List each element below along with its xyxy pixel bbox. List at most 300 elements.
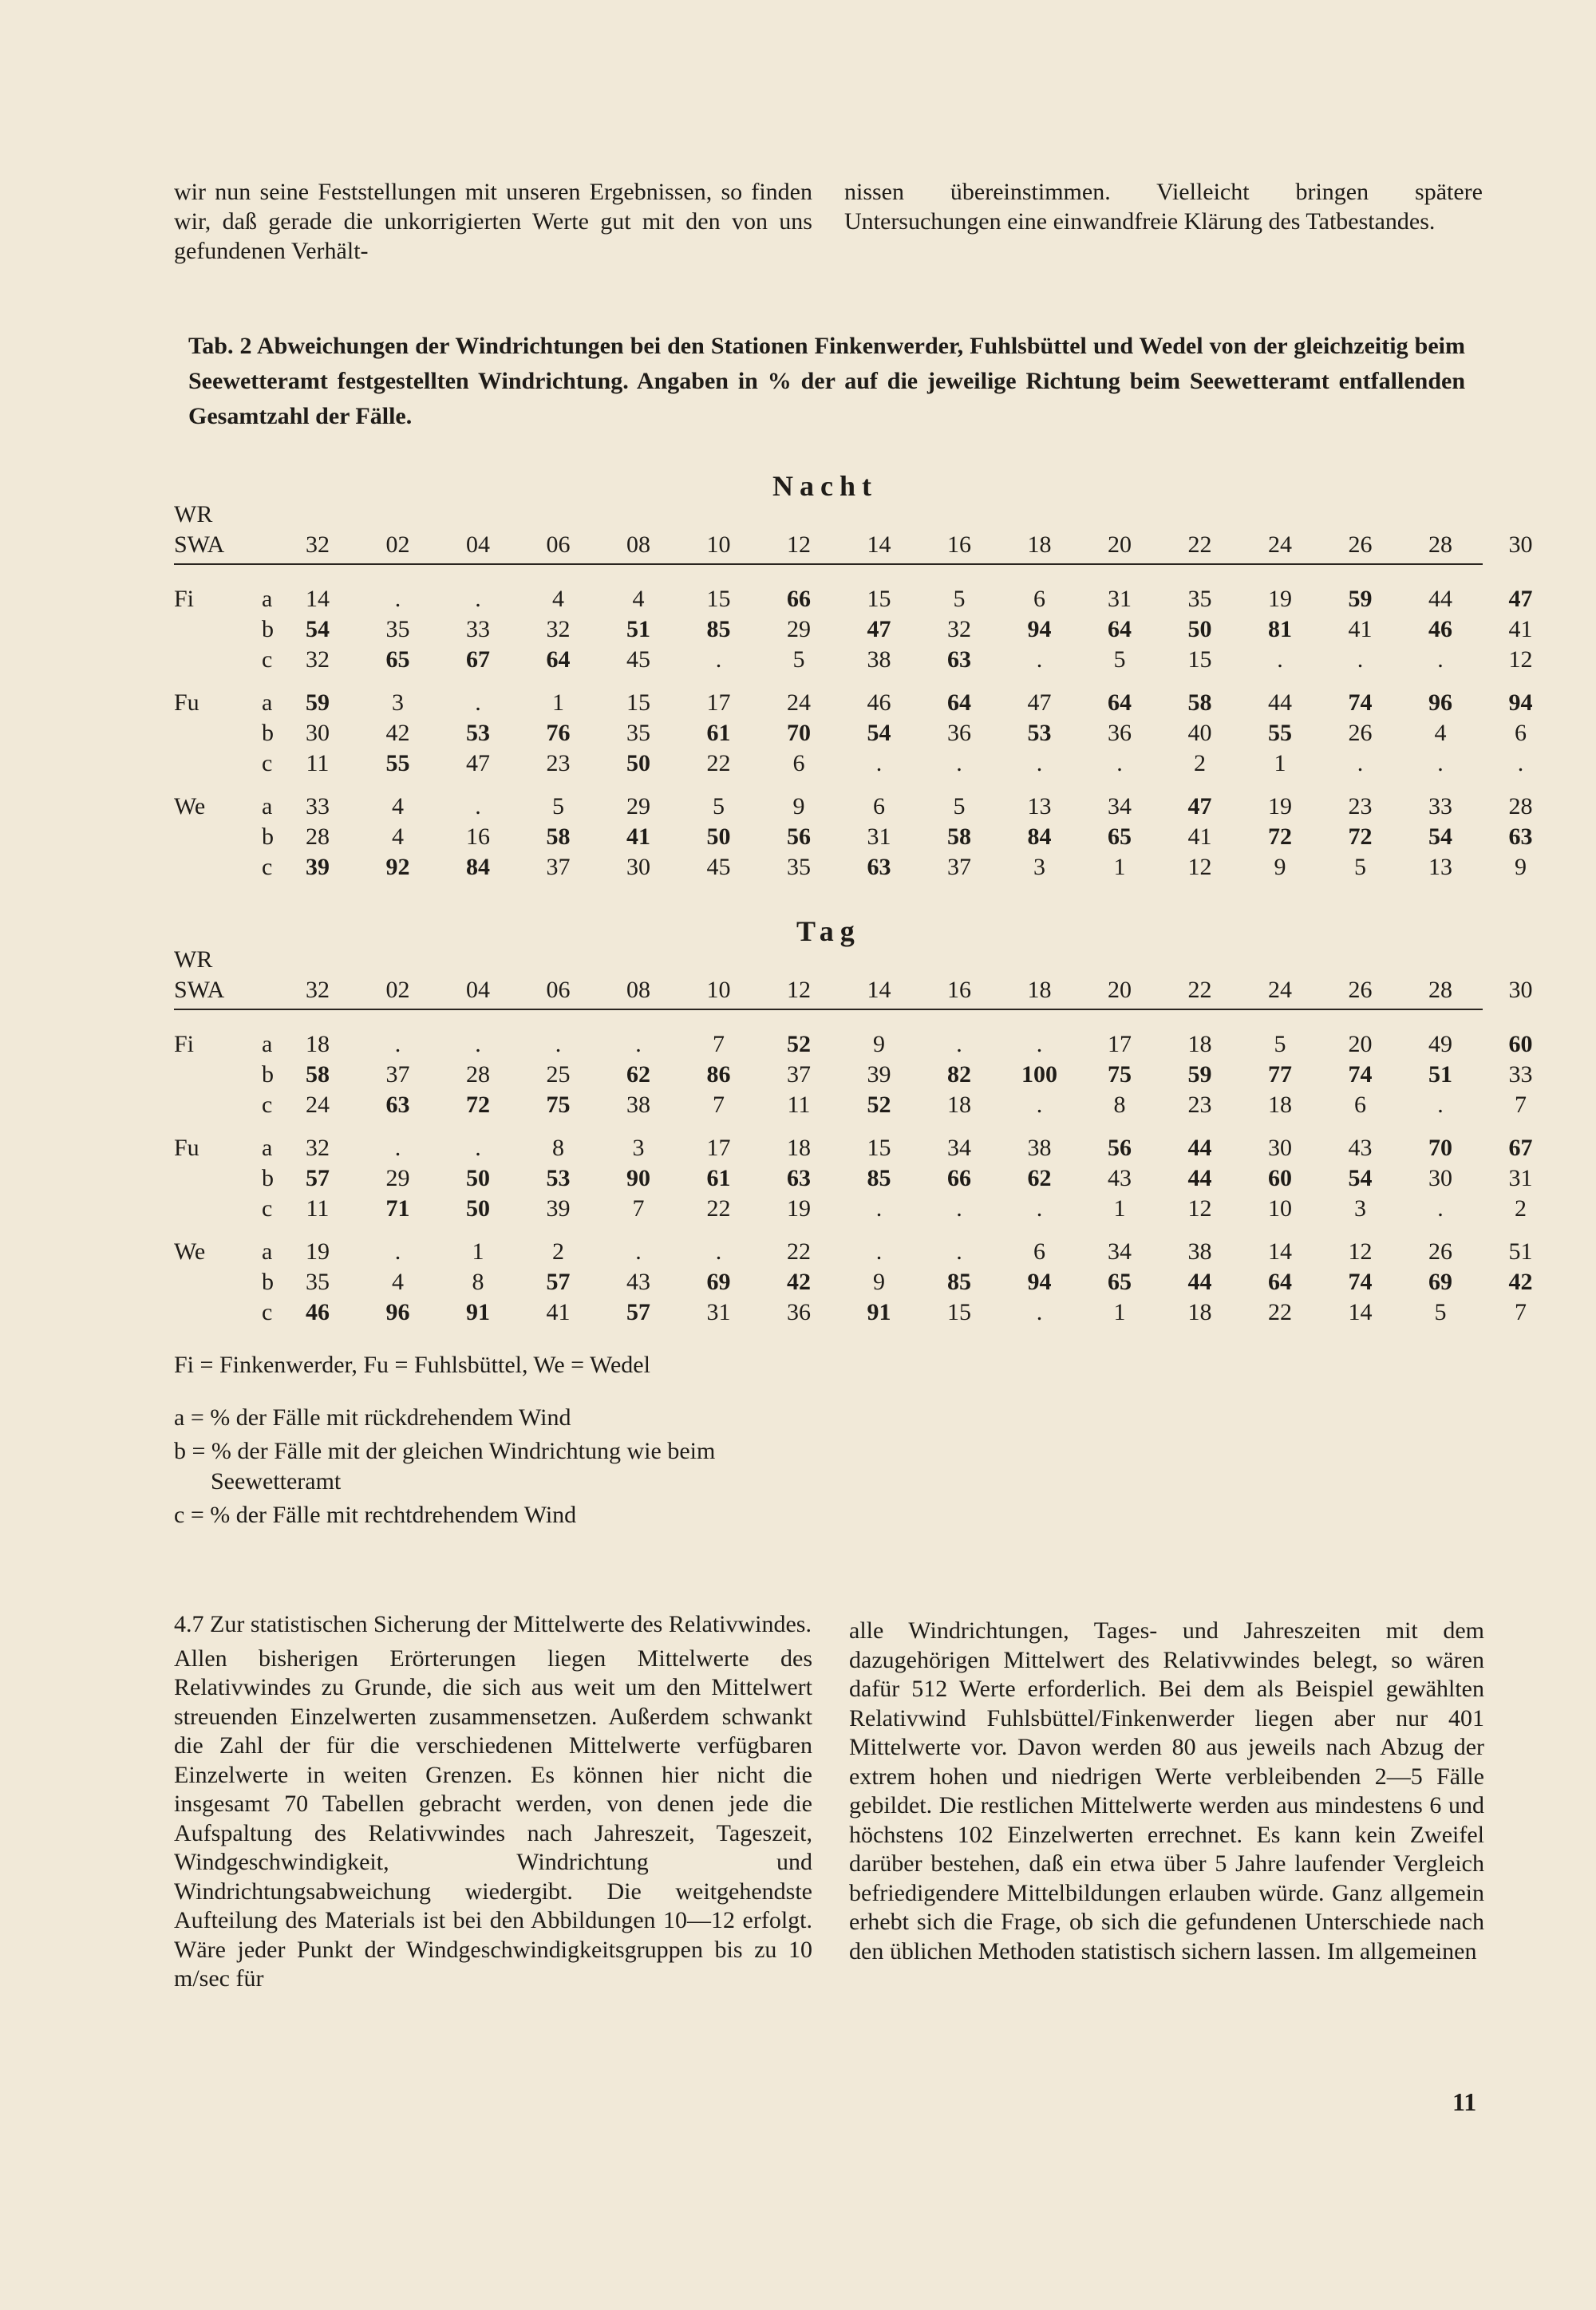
table-cell: 3: [1033, 854, 1045, 880]
header-dir-cell: 10: [706, 531, 731, 558]
header-dir-cell: 22: [1187, 531, 1212, 558]
table-cell: 29: [385, 1165, 410, 1191]
header-dir-cell: 14: [867, 977, 891, 1003]
legend-b: b = % der Fälle mit der gleichen Windrichtung wie beim Seewetteramt: [174, 1438, 716, 1495]
table-cell: 3: [632, 1135, 645, 1161]
row-type-label: a: [262, 1031, 273, 1057]
table-cell: 37: [787, 1061, 811, 1088]
table-cell: 72: [1348, 823, 1373, 850]
table-cell: 5: [792, 646, 805, 673]
header-dir-cell: 14: [867, 531, 891, 558]
table-cell: 57: [546, 1269, 571, 1295]
table-cell: 43: [1108, 1165, 1132, 1191]
row-type-label: b: [262, 616, 274, 642]
table-cell: 34: [947, 1135, 971, 1161]
table-cell: 52: [867, 1092, 891, 1118]
table-cell: 57: [626, 1299, 650, 1325]
legend-stations: Fi = Finkenwerder, Fu = Fuhlsbüttel, We = Wedel: [174, 1352, 650, 1378]
header-dir-cell: 12: [787, 531, 811, 558]
legend-a: a = % der Fälle mit rückdrehendem Wind: [174, 1404, 571, 1431]
table-cell: 18: [787, 1135, 811, 1161]
section-heading: 4.7 Zur statistischen Sicherung der Mittelwerte des Relativwindes.: [174, 1611, 812, 1637]
table-cell: 12: [1187, 1195, 1212, 1222]
header-dir-cell: 12: [787, 977, 811, 1003]
table-cell: 94: [1508, 689, 1533, 716]
row-type-label: b: [262, 1165, 274, 1191]
header-swa: SWA: [174, 977, 225, 1003]
table-cell: 54: [1428, 823, 1452, 850]
intro-right-text: nissen übereinstimmen. Vielleicht bringen spätere Untersuchungen eine einwandfreie Klärung des Tatbestandes.: [844, 179, 1483, 235]
table-cell: 9: [1515, 854, 1527, 880]
table-cell: 20: [1348, 1031, 1373, 1057]
table-cell: 14: [306, 586, 330, 612]
row-type-label: b: [262, 823, 274, 850]
table-cell: 92: [385, 854, 410, 880]
table-cell: .: [875, 750, 883, 776]
table-cell: 14: [1268, 1238, 1292, 1265]
table-cell: 29: [787, 616, 811, 642]
table-caption: Tab. 2 Abweichungen der Windrichtungen bei den Stationen Finkenwerder, Fuhlsbüttel und Wedel von der gleichzeitig beim Seewetteramt festgestellten Windrichtung. Angaben in % der auf die jeweilige Richtung beim Seewetteramt entfallenden Gesamtzahl der Fälle.: [188, 333, 1465, 429]
table-cell: 37: [385, 1061, 410, 1088]
table-cell: 4: [552, 586, 564, 612]
table-cell: 6: [792, 750, 805, 776]
table-nacht-title: Nacht: [772, 470, 878, 502]
header-dir-cell: 22: [1187, 977, 1212, 1003]
table-cell: 18: [1187, 1031, 1212, 1057]
header-dir-cell: 30: [1508, 977, 1533, 1003]
table-cell: 44: [1268, 689, 1292, 716]
table-cell: 50: [626, 750, 650, 776]
table-cell: 9: [1274, 854, 1286, 880]
header-row: [174, 530, 1533, 560]
table-cell: 56: [1108, 1135, 1132, 1161]
table-cell: 81: [1268, 616, 1292, 642]
table-cell: 57: [306, 1165, 330, 1191]
station-label: Fu: [174, 689, 200, 716]
table-cell: 12: [1508, 646, 1533, 673]
table-cell: 6: [1354, 1092, 1366, 1118]
table-cell: .: [715, 1238, 722, 1265]
table-cell: 8: [552, 1135, 564, 1161]
table-cell: 76: [546, 720, 571, 746]
table-cell: 6: [1033, 1238, 1045, 1265]
header-wr: WR: [174, 946, 213, 973]
table-cell: 15: [626, 689, 650, 716]
table-cell: 74: [1348, 689, 1373, 716]
table-cell: 59: [306, 689, 330, 716]
table-cell: 1: [1113, 1195, 1126, 1222]
table-cell: 22: [787, 1238, 811, 1265]
table-cell: 2: [1194, 750, 1206, 776]
header-rule: [174, 1009, 1483, 1010]
table-cell: .: [1277, 646, 1283, 673]
table-cell: 84: [1027, 823, 1052, 850]
table-cell: .: [475, 586, 481, 612]
table-cell: 31: [706, 1299, 731, 1325]
table-cell: 67: [466, 646, 490, 673]
table-cell: 77: [1268, 1061, 1292, 1088]
table-cell: 19: [306, 1238, 330, 1265]
table-cell: 39: [546, 1195, 571, 1222]
table-cell: 96: [385, 1299, 410, 1325]
table-cell: 61: [706, 720, 731, 746]
table-cell: 51: [626, 616, 650, 642]
table-cell: 5: [552, 793, 564, 819]
header-swa: SWA: [174, 531, 225, 558]
table-cell: 36: [787, 1299, 811, 1325]
table-cell: 91: [466, 1299, 490, 1325]
table-cell: 4: [392, 793, 404, 819]
table-cell: 22: [1268, 1299, 1292, 1325]
table-cell: 44: [1187, 1165, 1212, 1191]
table-cell: 33: [466, 616, 490, 642]
table-cell: 26: [1348, 720, 1373, 746]
header-dir-cell: 08: [626, 531, 650, 558]
table-cell: 9: [792, 793, 805, 819]
table-cell: 46: [306, 1299, 330, 1325]
table-cell: 12: [1187, 854, 1212, 880]
table-cell: 19: [1268, 586, 1292, 612]
table-cell: 15: [867, 1135, 891, 1161]
table-cell: .: [956, 1195, 962, 1222]
table-cell: 96: [1428, 689, 1452, 716]
table-cell: .: [1357, 646, 1364, 673]
table-cell: 18: [306, 1031, 330, 1057]
table-cell: 23: [1187, 1092, 1212, 1118]
table-cell: 58: [947, 823, 971, 850]
section-right-text: alle Windrichtungen, Tages- und Jahreszeiten mit dem dazugehörigen Mittelwert des Relativwindes belegt, so wären dafür 512 Werte erforderlich. Bei dem als Beispiel gewählten Relativwind Fuhlsbüttel/Finkenwerder liegen aber nur 401 Mittelwerte vor. Davon werden 80 aus jeweils nach Abzug der extrem hohen und niedrigen Werte verbleibenden 2—5 Fälle gebildet. Die restlichen Mittelwerte werden aus mindestens 6 und höchstens 102 Einzelwerten errechnet. Es kann kein Zweifel darüber bestehen, daß ein etwa über 5 Jahre laufender Vergleich befriedigendere Mittelbildungen erlauben würde. Ganz allgemein erhebt sich die Frage, ob sich die gefundenen Unterschiede nach den üblichen Methoden statistisch sichern lassen. Im allgemeinen: [849, 1617, 1484, 1964]
row-type-label: a: [262, 689, 273, 716]
table-cell: 42: [1508, 1269, 1533, 1295]
table-cell: 90: [626, 1165, 650, 1191]
table-cell: 5: [713, 793, 725, 819]
table-cell: 33: [306, 793, 330, 819]
table-cell: 53: [546, 1165, 571, 1191]
section-right-column: [849, 1617, 1484, 1966]
table-cell: 41: [1508, 616, 1533, 642]
row-type-label: a: [262, 586, 273, 612]
table-cell: 17: [706, 1135, 731, 1161]
table-cell: 55: [1268, 720, 1292, 746]
header-dir-cell: 30: [1508, 531, 1533, 558]
table-cell: .: [1036, 646, 1043, 673]
table-cell: 63: [1508, 823, 1533, 850]
header-wr: WR: [174, 501, 213, 527]
table-cell: 42: [385, 720, 410, 746]
table-cell: 7: [713, 1092, 725, 1118]
station-label: Fi: [174, 1031, 195, 1057]
table-cell: 18: [1187, 1299, 1212, 1325]
station-label: Fi: [174, 586, 195, 612]
table-cell: 31: [1108, 586, 1132, 612]
table-cell: .: [956, 750, 962, 776]
row-type-label: c: [262, 854, 273, 880]
table-cell: 41: [1187, 823, 1212, 850]
header-dir-cell: 02: [385, 977, 410, 1003]
table-cell: 4: [632, 586, 645, 612]
table-cell: 35: [385, 616, 410, 642]
table-cell: 53: [466, 720, 490, 746]
table-cell: 22: [706, 750, 731, 776]
header-dir-cell: 18: [1027, 977, 1052, 1003]
table-cell: 62: [1027, 1165, 1052, 1191]
table-cell: .: [1116, 750, 1123, 776]
table-cell: 52: [787, 1031, 811, 1057]
table-cell: 66: [787, 586, 811, 612]
table-cell: 6: [1033, 586, 1045, 612]
table-cell: .: [1437, 750, 1444, 776]
table-cell: 50: [466, 1195, 490, 1222]
page-number: 11: [1452, 2087, 1477, 2116]
table-cell: 60: [1508, 1031, 1533, 1057]
header-dir-cell: 18: [1027, 531, 1052, 558]
header-dir-cell: 28: [1428, 977, 1452, 1003]
table-cell: 64: [546, 646, 571, 673]
table-cell: 41: [1348, 616, 1373, 642]
table-cell: 2: [1515, 1195, 1527, 1222]
intro-left-column: [174, 177, 812, 266]
legend: [174, 1350, 844, 1534]
header-row: [174, 975, 1533, 1005]
table-cell: 37: [546, 854, 571, 880]
intro-right-column: [844, 177, 1483, 236]
header-dir-cell: 28: [1428, 531, 1452, 558]
table-cell: 13: [1428, 854, 1452, 880]
table-cell: 70: [1428, 1135, 1452, 1161]
section-left-column: [174, 1610, 812, 1994]
table-cell: 75: [546, 1092, 571, 1118]
table-cell: 11: [787, 1092, 811, 1118]
row-type-label: a: [262, 1238, 273, 1265]
table-cell: 32: [306, 1135, 330, 1161]
table-cell: 85: [867, 1165, 891, 1191]
table-cell: 24: [306, 1092, 330, 1118]
header-dir-cell: 24: [1268, 531, 1292, 558]
table-cell: 51: [1508, 1238, 1533, 1265]
header-dir-cell: 26: [1348, 977, 1373, 1003]
table-cell: 4: [392, 823, 404, 850]
table-cell: 35: [1187, 586, 1212, 612]
row-type-label: c: [262, 750, 273, 776]
table-cell: 5: [1434, 1299, 1447, 1325]
table-cell: .: [475, 793, 481, 819]
table-cell: 19: [787, 1195, 811, 1222]
table-cell: 15: [867, 586, 891, 612]
table-cell: 5: [1113, 646, 1126, 673]
table-cell: 29: [626, 793, 650, 819]
table-cell: 85: [706, 616, 731, 642]
table-cell: 72: [466, 1092, 490, 1118]
table-cell: 45: [626, 646, 650, 673]
table-cell: .: [394, 1238, 401, 1265]
header-dir-cell: 08: [626, 977, 650, 1003]
table-cell: 5: [953, 793, 966, 819]
table-cell: 2: [552, 1238, 564, 1265]
table-cell: 5: [953, 586, 966, 612]
table-cell: 40: [1187, 720, 1212, 746]
table-cell: 14: [1348, 1299, 1373, 1325]
table-cell: 63: [385, 1092, 410, 1118]
table-cell: 15: [947, 1299, 971, 1325]
table-cell: .: [635, 1031, 642, 1057]
table-cell: 31: [1508, 1165, 1533, 1191]
table-cell: 1: [1274, 750, 1286, 776]
table-cell: 55: [385, 750, 410, 776]
table-cell: 18: [1268, 1092, 1292, 1118]
table-cell: 94: [1027, 616, 1052, 642]
header-dir-cell: 04: [466, 531, 490, 558]
table-cell: 23: [1348, 793, 1373, 819]
table-cell: .: [475, 1135, 481, 1161]
table-cell: 15: [706, 586, 731, 612]
table-cell: 94: [1027, 1269, 1052, 1295]
header-dir-cell: 20: [1108, 977, 1132, 1003]
table-cell: 43: [626, 1269, 650, 1295]
table-cell: 43: [1348, 1135, 1373, 1161]
header-dir-cell: 06: [546, 531, 571, 558]
table-cell: 63: [787, 1165, 811, 1191]
table-cell: 64: [1268, 1269, 1292, 1295]
table-cell: 63: [947, 646, 971, 673]
table-cell: 7: [632, 1195, 645, 1222]
table-cell: 41: [546, 1299, 571, 1325]
table-cell: 7: [713, 1031, 725, 1057]
table-cell: 36: [1108, 720, 1132, 746]
table-cell: 47: [1187, 793, 1212, 819]
table-cell: .: [875, 1238, 883, 1265]
table-cell: .: [875, 1195, 883, 1222]
table-cell: .: [1036, 1299, 1043, 1325]
table-cell: 50: [466, 1165, 490, 1191]
table-cell: 9: [873, 1031, 885, 1057]
table-cell: 37: [947, 854, 971, 880]
table-cell: .: [956, 1238, 962, 1265]
row-type-label: b: [262, 1061, 274, 1088]
table-cell: 45: [706, 854, 731, 880]
table-cell: 26: [1428, 1238, 1452, 1265]
table-cell: 30: [1428, 1165, 1452, 1191]
table-cell: .: [1036, 1195, 1043, 1222]
header-rule: [174, 563, 1483, 565]
row-type-label: c: [262, 646, 273, 673]
table-cell: 15: [1187, 646, 1212, 673]
table-cell: 24: [787, 689, 811, 716]
table-cell: 1: [472, 1238, 484, 1265]
table-cell: 3: [1354, 1195, 1366, 1222]
row-type-label: b: [262, 720, 274, 746]
station-label: Fu: [174, 1135, 200, 1161]
table-cell: 30: [626, 854, 650, 880]
table-cell: 30: [1268, 1135, 1292, 1161]
table-cell: 65: [1108, 823, 1132, 850]
table-cell: 74: [1348, 1269, 1373, 1295]
table-cell: 44: [1187, 1135, 1212, 1161]
table-cell: 6: [873, 793, 885, 819]
table-cell: 8: [1113, 1092, 1126, 1118]
table-cell: 39: [867, 1061, 891, 1088]
table-cell: 23: [546, 750, 571, 776]
table-cell: 7: [1515, 1299, 1527, 1325]
table-cell: .: [1517, 750, 1524, 776]
table-cell: 25: [546, 1061, 571, 1088]
table-cell: 54: [867, 720, 891, 746]
table-cell: 28: [466, 1061, 490, 1088]
header-dir-cell: 16: [947, 531, 971, 558]
table-cell: 62: [626, 1061, 650, 1088]
table-cell: 61: [706, 1165, 731, 1191]
legend-c: c = % der Fälle mit rechtdrehendem Wind: [174, 1502, 577, 1528]
table-cell: 66: [947, 1165, 971, 1191]
header-dir-cell: 24: [1268, 977, 1292, 1003]
table-cell: 4: [392, 1269, 404, 1295]
table-tag-title: Tag: [796, 915, 861, 947]
table-cell: 33: [1428, 793, 1452, 819]
table-cell: .: [1357, 750, 1364, 776]
row-type-label: b: [262, 1269, 274, 1295]
table-cell: 69: [706, 1269, 731, 1295]
header-dir-cell: 04: [466, 977, 490, 1003]
table-cell: 35: [787, 854, 811, 880]
intro-left-text: wir nun seine Feststellungen mit unseren Ergebnissen, so finden wir, daß gerade die unkorrigierten Werte gut mit den von uns gefundenen Verhält-: [174, 179, 812, 264]
table-cell: 63: [867, 854, 891, 880]
table-cell: .: [475, 689, 481, 716]
table-cell: 59: [1187, 1061, 1212, 1088]
table-cell: 91: [867, 1299, 891, 1325]
header-dir-cell: 16: [947, 977, 971, 1003]
table-cell: 64: [1108, 616, 1132, 642]
header-dir-cell: 06: [546, 977, 571, 1003]
table-cell: 44: [1187, 1269, 1212, 1295]
table-cell: 34: [1108, 793, 1132, 819]
table-cell: 6: [1515, 720, 1527, 746]
table-cell: 42: [787, 1269, 811, 1295]
section-left-text: Allen bisherigen Erörterungen liegen Mittelwerte des Relativwindes zu Grunde, die sich aus weit um den Mittelwert streuenden Einzelwerten zusammensetzen. Außerdem schwankt die Zahl der für die verschiedenen Mittelwerte verfügbaren Einzelwerte in weiten Grenzen. Es können hier nicht die insgesamt 70 Tabellen gebracht werden, von denen jede die Aufspaltung des Relativwindes nach Jahreszeit, Tageszeit, Windgeschwindigkeit, Windrichtung und Windrichtungsabweichung wiedergibt. Die weitgehendste Aufteilung des Materials ist bei den Abbildungen 10—12 erfolgt. Wäre jeder Punkt der Windgeschwindigkeitsgruppen bis zu 10 m/sec für: [174, 1645, 812, 1992]
table-cell: 51: [1428, 1061, 1452, 1088]
table-cell: 36: [947, 720, 971, 746]
table-cell: 67: [1508, 1135, 1533, 1161]
table-cell: 64: [1108, 689, 1132, 716]
table-cell: 1: [1113, 854, 1126, 880]
table-cell: 10: [1268, 1195, 1292, 1222]
table-cell: 38: [867, 646, 891, 673]
table-cell: .: [635, 1238, 642, 1265]
station-label: We: [174, 1238, 206, 1265]
table-cell: 11: [306, 750, 330, 776]
row-type-label: a: [262, 1135, 273, 1161]
table-cell: .: [1036, 750, 1043, 776]
table-cell: 47: [466, 750, 490, 776]
table-cell: 56: [787, 823, 811, 850]
table-cell: .: [715, 646, 722, 673]
table-cell: 35: [626, 720, 650, 746]
table-cell: 50: [706, 823, 731, 850]
header-dir-cell: 26: [1348, 531, 1373, 558]
table-cell: .: [394, 1135, 401, 1161]
table-cell: 58: [306, 1061, 330, 1088]
table-cell: 30: [306, 720, 330, 746]
table-cell: 49: [1428, 1031, 1452, 1057]
header-dir-cell: 32: [306, 531, 330, 558]
table-cell: 38: [1187, 1238, 1212, 1265]
table-cell: 46: [1428, 616, 1452, 642]
table-cell: 7: [1515, 1092, 1527, 1118]
table-cell: 5: [1274, 1031, 1286, 1057]
table-cell: 71: [385, 1195, 410, 1222]
table-cell: 53: [1027, 720, 1052, 746]
table-cell: 54: [306, 616, 330, 642]
table-cell: 59: [1348, 586, 1373, 612]
table-cell: 8: [472, 1269, 484, 1295]
